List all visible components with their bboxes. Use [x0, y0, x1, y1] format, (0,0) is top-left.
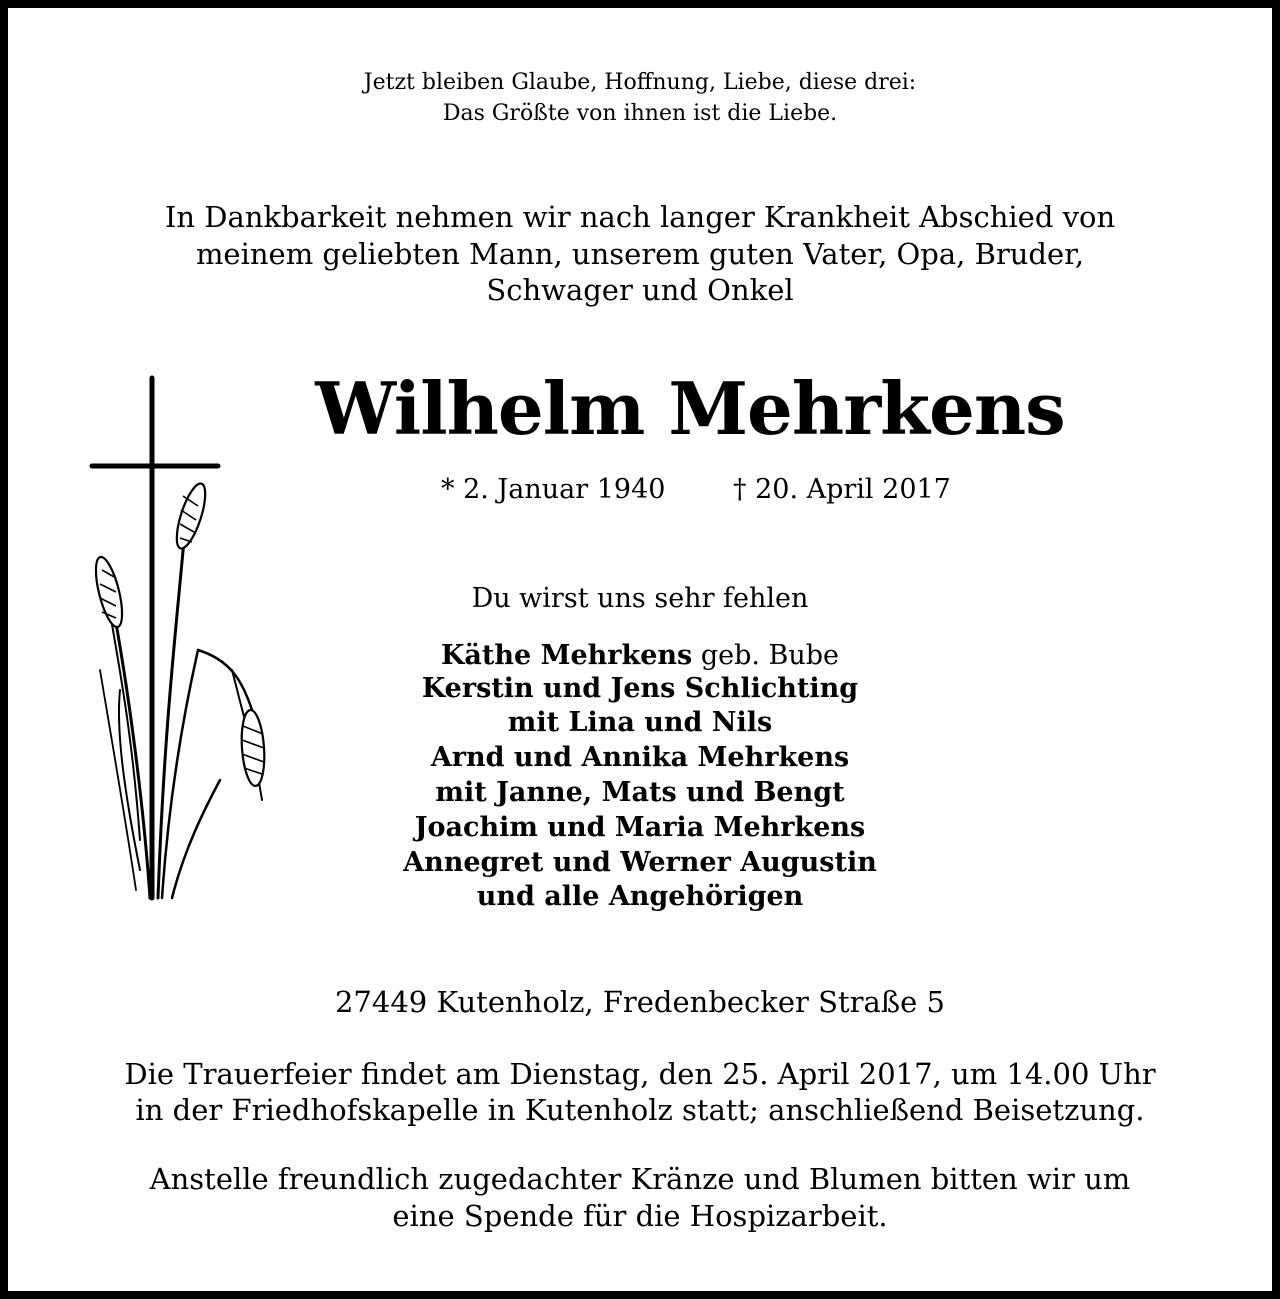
cross-with-wheat-icon	[80, 370, 280, 910]
mourner-line-8: und alle Angehörigen	[476, 881, 804, 912]
birth-date: * 2. Januar 1940	[441, 474, 666, 505]
mourner-line-7: Annegret und Werner Augustin	[403, 847, 877, 878]
deceased-name: Wilhelm Mehrkens	[315, 366, 1065, 451]
donation-line-2: eine Spende für die Hospizarbeit.	[392, 1199, 888, 1233]
donation-line-1: Anstelle freundlich zugedachter Kränze und Blumen bitten wir um	[149, 1162, 1131, 1196]
mourner-line-2: Kerstin und Jens Schlichting	[421, 673, 859, 704]
intro-line-1: In Dankbarkeit nehmen wir nach langer Krankheit Abschied von	[164, 200, 1116, 234]
death-date: † 20. April 2017	[733, 474, 951, 505]
intro-line-2: meinem geliebten Mann, unserem guten Vater, Opa, Bruder,	[195, 237, 1085, 271]
mourner-line-6: Joachim und Maria Mehrkens	[414, 812, 866, 843]
mourner-name-1: Käthe Mehrkens	[440, 640, 693, 671]
mourner-line-4: Arnd und Annika Mehrkens	[430, 742, 850, 773]
verse-line-2: Das Größte von ihnen ist die Liebe.	[442, 101, 838, 126]
service-line-2: in der Friedhofskapelle in Kutenholz statt; anschließend Beisetzung.	[135, 1093, 1145, 1127]
mourner-maiden-name: geb. Bube	[692, 640, 840, 671]
mourner-line-3: mit Lina und Nils	[507, 707, 773, 738]
farewell-line: Du wirst uns sehr fehlen	[471, 583, 809, 614]
mourner-line-5: mit Janne, Mats und Bengt	[435, 777, 845, 808]
intro-line-3: Schwager und Onkel	[486, 273, 794, 307]
service-line-1: Die Trauerfeier findet am Dienstag, den 25. April 2017, um 14.00 Uhr	[124, 1057, 1156, 1091]
verse-line-1: Jetzt bleiben Glaube, Hoffnung, Liebe, diese drei:	[363, 70, 917, 95]
address-line: 27449 Kutenholz, Fredenbecker Straße 5	[334, 985, 945, 1019]
